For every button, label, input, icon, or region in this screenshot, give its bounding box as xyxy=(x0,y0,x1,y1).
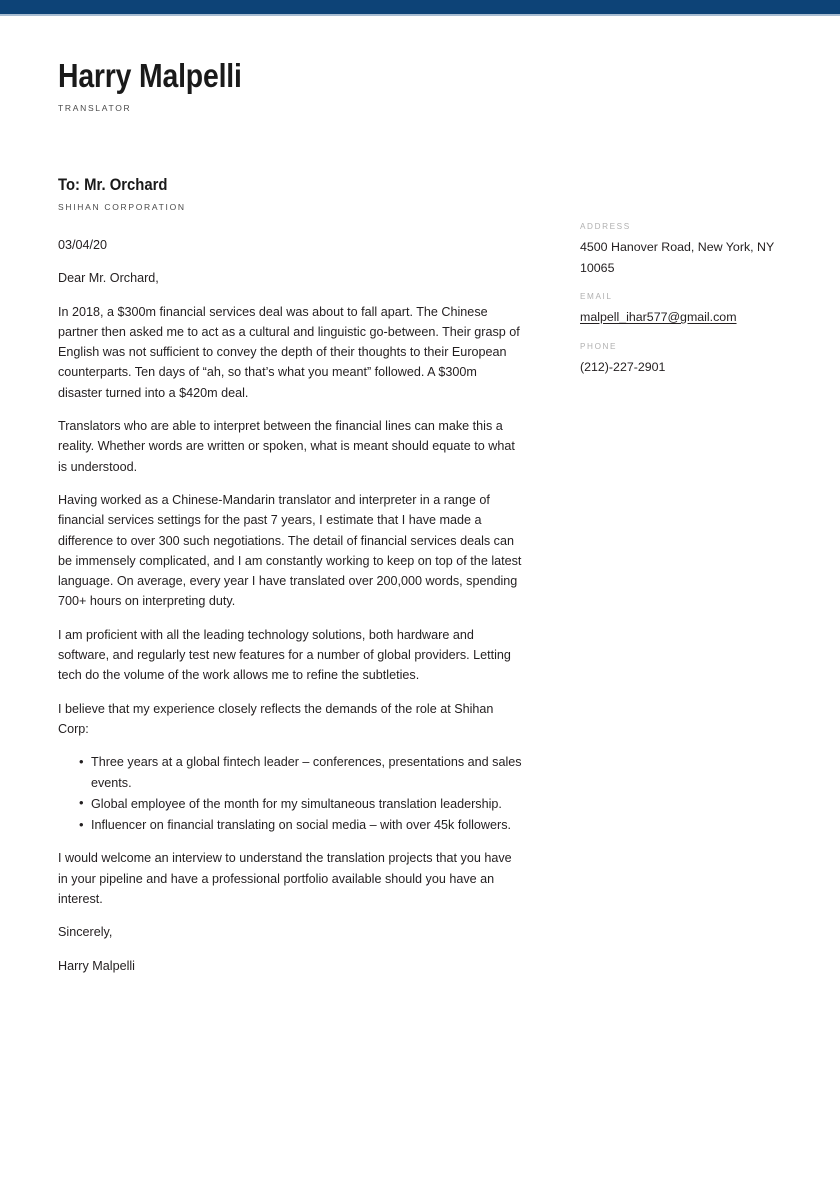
letter-salutation: Dear Mr. Orchard, xyxy=(58,271,159,286)
letterhead xyxy=(58,59,528,113)
header-accent-bar xyxy=(0,0,840,14)
contact-group-email xyxy=(580,292,795,328)
list-item: • Three years at a global fintech leader – conferences, presentations and sales events. xyxy=(91,752,524,793)
achievements-list xyxy=(58,752,524,835)
contact-group-phone xyxy=(580,342,795,378)
letter-paragraph-2: Translators who are able to interpret between the financial lines can make this a reality. Whether words are written or spoken, what is meant should equate to what is understood. xyxy=(58,419,515,474)
letter-signoff: Sincerely, xyxy=(58,925,113,940)
email-link[interactable]: malpell_ihar577@gmail.com xyxy=(580,310,737,324)
letter-paragraph-3: Having worked as a Chinese-Mandarin translator and interpreter in a range of financial services settings for the past 7 years, I estimate that I have made a difference to over 300 such negotiations. The detail of financial services deals can be immensely complicated, and I am constantly working to keep on top of the latest language. On average, every year I have translated over 200,000 words, spending 700+ hours on interpreting duty. xyxy=(58,492,522,609)
contact-group-address xyxy=(580,222,795,278)
recipient-company: SHIHAN CORPORATION xyxy=(58,201,186,212)
recipient-name: To: Mr. Orchard xyxy=(58,176,168,194)
recipient-block xyxy=(58,176,528,212)
letter-date: 03/04/20 xyxy=(58,238,108,252)
letter-paragraph-5: I believe that my experience closely reflects the demands of the role at Shihan Corp: xyxy=(58,701,494,736)
address-label: ADDRESS xyxy=(580,222,631,231)
sender-role: TRANSLATOR xyxy=(58,102,132,113)
letter-paragraph-4: I am proficient with all the leading technology solutions, both hardware and software, and regularly test new features for a number of global providers. Letting tech do the volume of the work allows me to refine the subtleties. xyxy=(58,627,511,683)
address-value: 4500 Hanover Road, New York, NY 10065 xyxy=(580,240,775,275)
phone-label: PHONE xyxy=(580,341,618,351)
email-label: EMAIL xyxy=(580,292,613,301)
letter-paragraph-1: In 2018, a $300m financial services deal was about to fall apart. The Chinese partner then asked me to act as a cultural and linguistic go-between. Their grasp of English was not sufficient to convey the depth of their thoughts to their European counterparts. Ten days of “ah, so that’s what you meant” followed. A $300m disaster turned into a $420m deal. xyxy=(58,304,520,400)
phone-value: (212)-227-2901 xyxy=(580,359,666,374)
sender-name: Harry Malpelli xyxy=(58,57,242,94)
letter-signature: Harry Malpelli xyxy=(58,958,135,973)
letter-closing-paragraph: I would welcome an interview to understand the translation projects that you have in your pipeline and have a professional portfolio available should you have an interest. xyxy=(58,851,512,907)
letter-page xyxy=(0,16,840,1187)
contact-sidebar xyxy=(580,222,795,391)
list-item: • Influencer on financial translating on social media – with over 45k followers. xyxy=(91,815,524,835)
letter-body xyxy=(58,235,524,989)
list-item: • Global employee of the month for my simultaneous translation leadership. xyxy=(91,794,524,814)
